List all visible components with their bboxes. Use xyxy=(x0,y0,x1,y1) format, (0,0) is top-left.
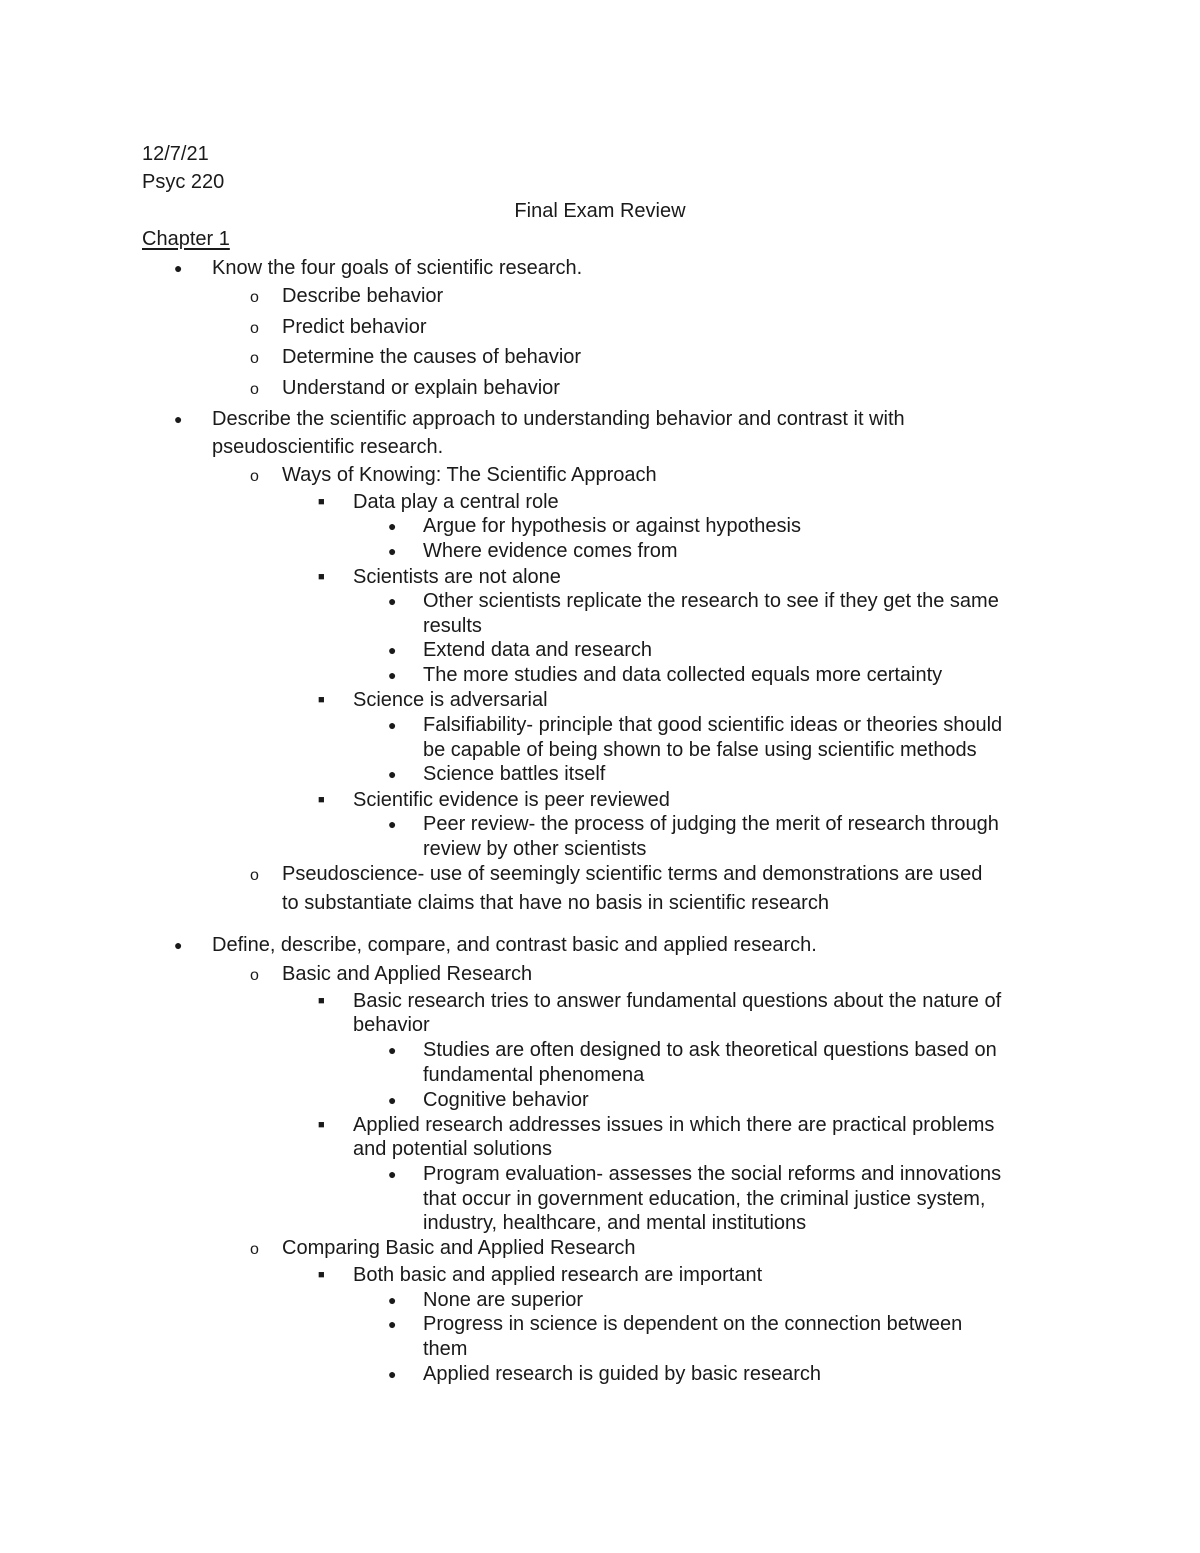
bullet-icon: ● xyxy=(388,1092,397,1108)
circle-bullet-icon: o xyxy=(250,1241,259,1258)
list-item-cont: to substantiate claims that have no basis in scientific research xyxy=(282,892,829,914)
list-item-cont: be capable of being shown to be false using scientific methods xyxy=(423,739,977,761)
course-text: Psyc 220 xyxy=(142,171,225,193)
list-item: Extend data and research xyxy=(423,639,653,661)
bullet-icon: ● xyxy=(388,1366,397,1382)
chapter-heading: Chapter 1 xyxy=(142,228,230,250)
bullet-icon: ● xyxy=(388,717,397,733)
list-item: Ways of Knowing: The Scientific Approach xyxy=(282,464,657,486)
list-item: Scientists are not alone xyxy=(353,566,561,588)
basic-applied-heading: Define, describe, compare, and contrast basic and applied research. xyxy=(212,934,817,956)
goals-heading: Know the four goals of scientific research. xyxy=(212,257,583,279)
list-item: Science is adversarial xyxy=(353,689,548,711)
list-item: Pseudoscience- use of seemingly scientific terms and demonstrations are used xyxy=(282,863,983,885)
circle-bullet-icon: o xyxy=(250,867,259,884)
document-title: Final Exam Review xyxy=(514,200,686,222)
list-item: Program evaluation- assesses the social reforms and innovations xyxy=(423,1163,1002,1185)
circle-bullet-icon: o xyxy=(250,350,259,367)
bullet-icon: ● xyxy=(388,1166,397,1182)
list-item: Applied research is guided by basic research xyxy=(423,1363,821,1385)
bullet-icon: ● xyxy=(388,642,397,658)
list-item-cont: fundamental phenomena xyxy=(423,1064,645,1086)
list-item-cont: and potential solutions xyxy=(353,1138,553,1160)
list-item: Cognitive behavior xyxy=(423,1089,589,1111)
list-item: Basic research tries to answer fundamental questions about the nature of xyxy=(353,990,1002,1012)
list-item: Basic and Applied Research xyxy=(282,963,533,985)
list-item: Comparing Basic and Applied Research xyxy=(282,1237,636,1259)
square-bullet-icon: ■ xyxy=(318,694,325,706)
square-bullet-icon: ■ xyxy=(318,571,325,583)
list-item: Data play a central role xyxy=(353,491,559,513)
list-item-cont: review by other scientists xyxy=(423,838,647,860)
bullet-icon: ● xyxy=(388,518,397,534)
bullet-icon: ● xyxy=(388,816,397,832)
list-item: None are superior xyxy=(423,1289,584,1311)
bullet-icon: ● xyxy=(388,667,397,683)
square-bullet-icon: ■ xyxy=(318,995,325,1007)
square-bullet-icon: ■ xyxy=(318,794,325,806)
list-item: Studies are often designed to ask theoretical questions based on xyxy=(423,1039,997,1061)
list-item: Where evidence comes from xyxy=(423,540,678,562)
circle-bullet-icon: o xyxy=(250,289,259,306)
square-bullet-icon: ■ xyxy=(318,1119,325,1131)
list-item-cont: results xyxy=(423,615,482,637)
list-item: Both basic and applied research are important xyxy=(353,1264,763,1286)
list-item: Progress in science is dependent on the connection between xyxy=(423,1313,963,1335)
circle-bullet-icon: o xyxy=(250,381,259,398)
list-item: The more studies and data collected equals more certainty xyxy=(423,664,943,686)
list-item: Other scientists replicate the research to see if they get the same xyxy=(423,590,999,612)
list-item-cont: them xyxy=(423,1338,468,1360)
bullet-icon: ● xyxy=(388,543,397,559)
approach-heading-cont: pseudoscientific research. xyxy=(212,436,444,458)
bullet-icon: ● xyxy=(388,593,397,609)
list-item: Falsifiability- principle that good scientific ideas or theories should xyxy=(423,714,1003,736)
list-item: Peer review- the process of judging the merit of research through xyxy=(423,813,999,835)
circle-bullet-icon: o xyxy=(250,967,259,984)
bullet-icon: ● xyxy=(388,766,397,782)
list-item-cont: that occur in government education, the criminal justice system, xyxy=(423,1188,986,1210)
list-item: Predict behavior xyxy=(282,316,427,338)
list-item: Understand or explain behavior xyxy=(282,377,560,399)
bullet-icon: ● xyxy=(388,1292,397,1308)
list-item: Determine the causes of behavior xyxy=(282,346,582,368)
date-text: 12/7/21 xyxy=(142,143,209,165)
square-bullet-icon: ■ xyxy=(318,1269,325,1281)
circle-bullet-icon: o xyxy=(250,468,259,485)
square-bullet-icon: ■ xyxy=(318,496,325,508)
list-item: Describe behavior xyxy=(282,285,444,307)
bullet-icon: ● xyxy=(174,260,183,276)
approach-heading: Describe the scientific approach to understanding behavior and contrast it with xyxy=(212,408,905,430)
circle-bullet-icon: o xyxy=(250,320,259,337)
list-item-cont: industry, healthcare, and mental institutions xyxy=(423,1212,807,1234)
bullet-icon: ● xyxy=(388,1042,397,1058)
list-item: Argue for hypothesis or against hypothesis xyxy=(423,515,801,537)
list-item: Applied research addresses issues in which there are practical problems xyxy=(353,1114,995,1136)
bullet-icon: ● xyxy=(174,411,183,427)
bullet-icon: ● xyxy=(174,937,183,953)
bullet-icon: ● xyxy=(388,1316,397,1332)
list-item: Scientific evidence is peer reviewed xyxy=(353,789,670,811)
list-item: Science battles itself xyxy=(423,763,606,785)
list-item-cont: behavior xyxy=(353,1014,430,1036)
